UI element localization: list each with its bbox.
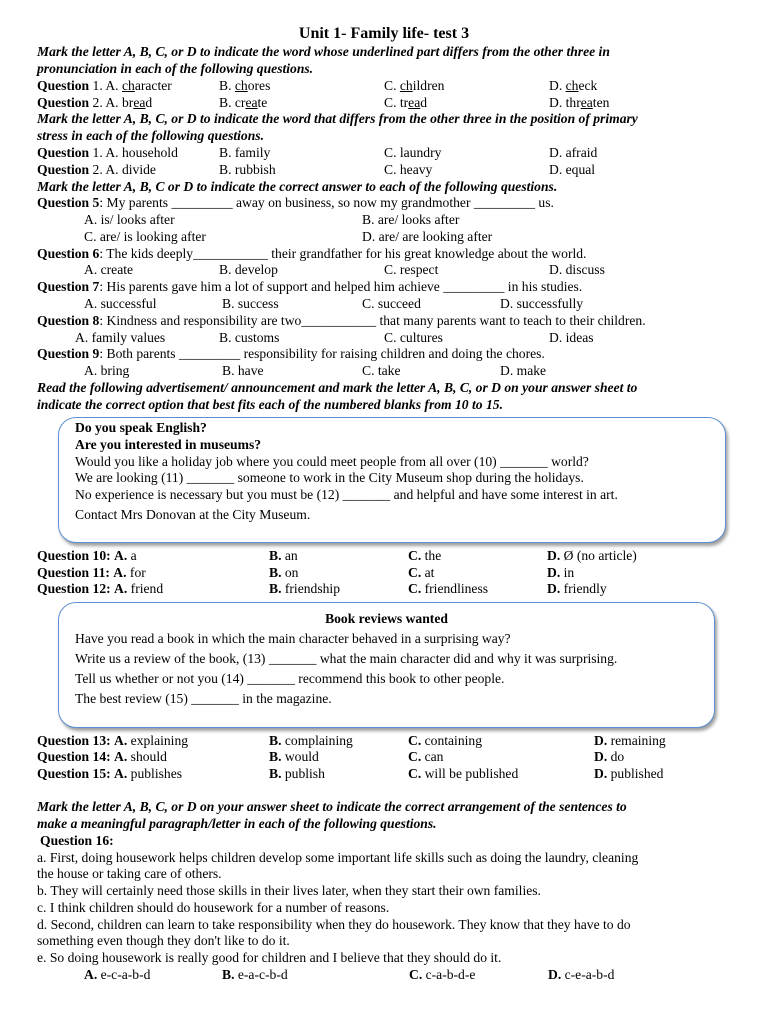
question-14-option-d: D. do bbox=[594, 749, 625, 764]
question-16-option-b: B. e-a-c-b-d bbox=[222, 967, 288, 982]
question-11-option-d: D. in bbox=[547, 565, 575, 580]
book-reviews-line-3: Tell us whether or not you (14) _______ recommend this book to other people. bbox=[75, 671, 505, 686]
question-13-stem: Question 13: A. explaining bbox=[37, 733, 189, 748]
question-8-option-c: C. cultures bbox=[384, 330, 443, 345]
question-10-option-d: D. Ø (no article) bbox=[547, 548, 637, 563]
question-9-option-d: D. make bbox=[500, 363, 547, 378]
question-15-option-d: D. published bbox=[594, 766, 664, 781]
question-8-option-d: D. ideas bbox=[549, 330, 594, 345]
sentence-d-line1: d. Second, children can learn to take responsibility when they do housework. They know that they have to do bbox=[37, 917, 631, 932]
question-12-option-c: C. friendliness bbox=[408, 581, 489, 596]
sentence-d-line2: something even though they don't like to do it. bbox=[37, 933, 290, 948]
question-7-option-c: C. succeed bbox=[362, 296, 421, 311]
question-13-option-b: B. complaining bbox=[269, 733, 353, 748]
question-8-option-a: A. family values bbox=[75, 330, 166, 345]
stress-question-1-option-d: D. afraid bbox=[549, 145, 598, 160]
instruction-cloze-line2: indicate the correct option that best fits each of the numbered blanks from 10 to 15. bbox=[37, 397, 503, 412]
question-9-option-b: B. have bbox=[222, 363, 264, 378]
question-14-option-b: B. would bbox=[269, 749, 319, 764]
question-5-option-d: D. are/ are looking after bbox=[362, 229, 493, 244]
question-8-stem: Question 8: Kindness and responsibility are two___________ that many parents want to teach to their children. bbox=[37, 313, 646, 328]
question-15-stem: Question 15: A. publishes bbox=[37, 766, 183, 781]
question-5-option-c: C. are/ is looking after bbox=[84, 229, 206, 244]
question-1-option-b: B. chores bbox=[219, 78, 271, 93]
question-6-option-d: D. discuss bbox=[549, 262, 605, 277]
stress-question-2-stem: Question 2. A. divide bbox=[37, 162, 156, 177]
instruction-pronunciation-line2: pronunciation in each of the following questions. bbox=[37, 61, 314, 76]
instruction-cloze-line1: Read the following advertisement/ announcement and mark the letter A, B, C, or D on your answer sheet to bbox=[37, 380, 638, 395]
question-9-option-c: C. take bbox=[362, 363, 401, 378]
question-1-stem: Question 1. A. character bbox=[37, 78, 172, 93]
question-1-option-c: C. children bbox=[384, 78, 445, 93]
question-7-option-b: B. success bbox=[222, 296, 279, 311]
question-6-option-b: B. develop bbox=[219, 262, 278, 277]
advertisement-line-3: Would you like a holiday job where you could meet people from all over (10) _______ world? bbox=[75, 454, 589, 469]
question-2-option-d: D. threaten bbox=[549, 95, 610, 110]
stress-question-1-option-c: C. laundry bbox=[384, 145, 442, 160]
question-8-option-b: B. customs bbox=[219, 330, 280, 345]
question-11-stem: Question 11: A. for bbox=[37, 565, 146, 580]
question-7-option-a: A. successful bbox=[84, 296, 157, 311]
question-9-stem: Question 9: Both parents _________ responsibility for raising children and doing the chores. bbox=[37, 346, 545, 361]
question-13-option-d: D. remaining bbox=[594, 733, 666, 748]
instruction-correct-answer: Mark the letter A, B, C or D to indicate the correct answer to each of the following questions. bbox=[37, 179, 558, 194]
question-2-option-c: C. tread bbox=[384, 95, 428, 110]
question-5-option-a: A. is/ looks after bbox=[84, 212, 175, 227]
question-2-stem: Question 2. A. bread bbox=[37, 95, 153, 110]
question-6-option-c: C. respect bbox=[384, 262, 439, 277]
question-14-option-c: C. can bbox=[408, 749, 444, 764]
question-15-option-b: B. publish bbox=[269, 766, 325, 781]
question-12-option-d: D. friendly bbox=[547, 581, 607, 596]
question-10-stem: Question 10: A. a bbox=[37, 548, 137, 563]
stress-question-2-option-c: C. heavy bbox=[384, 162, 433, 177]
instruction-arrangement-line2: make a meaningful paragraph/letter in each of the following questions. bbox=[37, 816, 437, 831]
instruction-arrangement-line1: Mark the letter A, B, C, or D on your answer sheet to indicate the correct arrangement of the sentences to bbox=[37, 799, 627, 814]
instruction-stress-line1: Mark the letter A, B, C, or D to indicate the word that differs from the other three in the position of primary bbox=[37, 111, 638, 126]
sentence-a-line1: a. First, doing housework helps children develop some important life skills such as doing the laundry, cleaning bbox=[37, 850, 639, 865]
stress-question-1-stem: Question 1. A. household bbox=[37, 145, 178, 160]
question-16-option-a: A. e-c-a-b-d bbox=[84, 967, 151, 982]
question-10-option-c: C. the bbox=[408, 548, 442, 563]
question-12-option-b: B. friendship bbox=[269, 581, 340, 596]
question-1-option-d: D. check bbox=[549, 78, 598, 93]
advertisement-line-5: No experience is necessary but you must be (12) _______ and helpful and have some interest in art. bbox=[75, 487, 618, 502]
advertisement-line-1: Do you speak English? bbox=[75, 420, 207, 435]
question-16-label: Question 16: bbox=[40, 833, 114, 848]
advertisement-line-6: Contact Mrs Donovan at the City Museum. bbox=[75, 507, 311, 522]
question-6-stem: Question 6: The kids deeply___________ their grandfather for his great knowledge about the world. bbox=[37, 246, 587, 261]
sentence-e: e. So doing housework is really good for children and I believe that they should do it. bbox=[37, 950, 502, 965]
stress-question-1-option-b: B. family bbox=[219, 145, 271, 160]
sentence-b: b. They will certainly need those skills in their lives later, when they start their own families. bbox=[37, 883, 541, 898]
question-7-stem: Question 7: His parents gave him a lot of support and helped him achieve _________ in his studies. bbox=[37, 279, 583, 294]
page-title: Unit 1- Family life- test 3 bbox=[298, 25, 470, 42]
stress-question-2-option-b: B. rubbish bbox=[219, 162, 276, 177]
question-7-option-d: D. successfully bbox=[500, 296, 584, 311]
question-11-option-c: C. at bbox=[408, 565, 435, 580]
question-9-option-a: A. bring bbox=[84, 363, 130, 378]
question-16-option-c: C. c-a-b-d-e bbox=[409, 967, 476, 982]
question-2-option-b: B. create bbox=[219, 95, 268, 110]
question-6-option-a: A. create bbox=[84, 262, 134, 277]
advertisement-line-4: We are looking (11) _______ someone to work in the City Museum shop during the holidays. bbox=[75, 470, 584, 485]
question-15-option-c: C. will be published bbox=[408, 766, 519, 781]
stress-question-2-option-d: D. equal bbox=[549, 162, 596, 177]
question-16-option-d: D. c-e-a-b-d bbox=[548, 967, 615, 982]
sentence-a-line2: the house or taking care of others. bbox=[37, 866, 222, 881]
question-5-option-b: B. are/ looks after bbox=[362, 212, 460, 227]
advertisement-line-2: Are you interested in museums? bbox=[75, 437, 262, 452]
instruction-pronunciation-line1: Mark the letter A, B, C, or D to indicate the word whose underlined part differs from the other three in bbox=[37, 44, 610, 59]
sentence-c: c. I think children should do housework for a number of reasons. bbox=[37, 900, 390, 915]
question-14-stem: Question 14: A. should bbox=[37, 749, 167, 764]
question-13-option-c: C. containing bbox=[408, 733, 482, 748]
book-reviews-line-1: Have you read a book in which the main character behaved in a surprising way? bbox=[75, 631, 511, 646]
book-reviews-line-2: Write us a review of the book, (13) _______ what the main character did and why it was surprising. bbox=[75, 651, 618, 666]
question-12-stem: Question 12: A. friend bbox=[37, 581, 164, 596]
question-5-stem: Question 5: My parents _________ away on business, so now my grandmother _________ us. bbox=[37, 195, 554, 210]
question-11-option-b: B. on bbox=[269, 565, 299, 580]
book-reviews-heading: Book reviews wanted bbox=[325, 611, 448, 626]
instruction-stress-line2: stress in each of the following questions. bbox=[37, 128, 264, 143]
book-reviews-line-4: The best review (15) _______ in the magazine. bbox=[75, 691, 332, 706]
question-10-option-b: B. an bbox=[269, 548, 298, 563]
